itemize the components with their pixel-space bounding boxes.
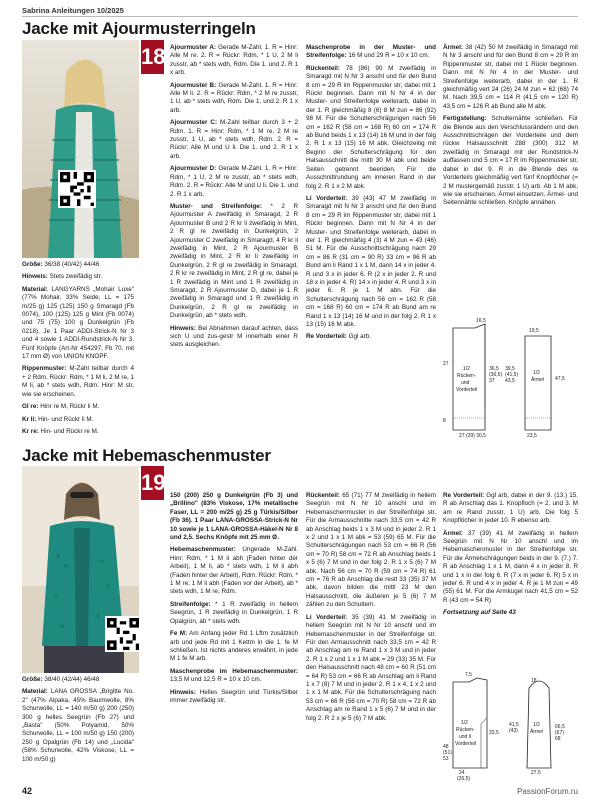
watermark: PassionForum.ru xyxy=(517,787,578,796)
svg-text:(67): (67) xyxy=(555,730,564,736)
paragraph: Muster- und Streifenfolge: * 2 R Ajourmuster A zweifädig in Smaragd, 2 R Ajourmuster B und 2 R kr li zweifädig in Mint, 2 R gl re zweifädig in Dunkelgrün, 2 Ajourmuster C zweifädig in Smaragd, 4 R kr li zweifädig in Mint, 2 R Ajourmuster B zweifädig in Mint, 2 R kr li zweifädig in Dunkelgrün, 2 R gl re zweifädig in Smaragd, 2 R kr re zweifädig in Mint, 2 R gl re, dabei je 1 R zweifädig in Mint und 1 R zweifädig in Smaragd, 2 R Ajourmuster D, dabei je 1 R zweifädig in Smaragd und 1 R zweifädig in Dunkelgrün, 2 R gl re zweifädig in Dunkelgrün, ab * stets wdh. xyxy=(170,202,298,320)
section-19-title: Jacke mit Hebemaschenmuster xyxy=(22,446,271,465)
svg-text:Vorderteil: Vorderteil xyxy=(455,741,477,747)
paragraph: Streifenfolge: * 1 R zweifädig in hellem Seegrün, 1 R zweifädig in Dunkelgrün, 1 R Opalgrün, ab * stets wdh. xyxy=(170,600,298,625)
paragraph: Fe M: Am Anfang jeder Rd 1 Lftm zusätzlich arb und jede Rd mit 1 Kettm in die 1. fe M schließen. Ist nichts anderes erwähnt, in jede M 1 fe M arb. xyxy=(170,630,298,663)
paragraph: Rückenteil: 65 (71) 77 M zweifädig in hellem Seegrün mit N Nr 10 anschl und im Hebemaschenmuster in der Streifenfolge str. Für die Armausschnitte nach 33,5 cm = 42 R ab Anschlag beids 1 x 3 M und in jeder 2. R 1 x 2 und 1 x 1 M abk = 53 (59) 65 M. Für die Schulterschrägungen nach 53 cm = 66 R (56 cm = 70 R) 58 cm = 72 R ab Anschlag beids 1 x 5 (6) 7 M und in der folg 2. R 1 x 5 (6) 7 M abk. Nach 56 cm = 70 R (59 cm = 74 R) 61 cm = 76 R ab Anschlag die restl 33 (35) 37 M abk, davon bilden die mittl 23 M den Halsausschnitt, die äußeren je 5 (6) 7 M zählen zu den Schultern. xyxy=(306,492,436,609)
paragraph: Kr li: Hin- und Rückr li M. xyxy=(22,415,94,423)
svg-text:43,5: 43,5 xyxy=(505,378,515,384)
svg-text:23,5: 23,5 xyxy=(527,433,537,439)
paragraph: Re Vorderteil: Ggl arb. xyxy=(306,333,371,341)
page-number: 42 xyxy=(22,786,33,796)
svg-text:Ärmel: Ärmel xyxy=(531,377,545,383)
paragraph: Material: LANGYARNS „Mohair Luxe" (77% Mohair, 33% Seide, LL = 175 m/25 g) 125 (125) 150 g Smaragd (Fb 0074), 100 (125) 125 g Mint (Fb 0074) und 75 (75) 100 g Dunkelgrün (Fb 0218). Je 1 Paar ADDI-Strick-N Nr 3 und 4 sowie 1 ADDI-Rundstrick-N Nr 3. Fünf Knöpfe (Art-Nr 454297, Fb 70, mit 17 mm Ø) von UNION KNOPF. xyxy=(22,285,134,361)
svg-text:und: und xyxy=(461,380,470,386)
paragraph: Hinweis: Bei Abnahmen darauf achten, dass sich U und zus-gestr M innerhalb einer R stets ausgleichen. xyxy=(170,324,298,349)
continuation-note: Fortsetzung auf Seite 43 xyxy=(443,609,516,617)
model-photo-19 xyxy=(22,466,139,673)
paragraph: Hinweis: Helles Seegrün und Türkis/Silber immer zweifädig str. xyxy=(170,688,298,704)
svg-text:(51): (51) xyxy=(443,750,452,756)
paragraph: Maschenprobe in der Muster- und Streifenfolge: 16 M und 29 R = 10 x 10 cm. xyxy=(306,44,436,60)
svg-text:(43): (43) xyxy=(509,728,518,734)
svg-text:8: 8 xyxy=(443,418,446,424)
svg-text:53: 53 xyxy=(443,756,449,762)
paragraph: Rippenmuster: M-Zahl teilbar durch 4 + 2 Rdm. Rückr: Rdm, * 1 M li, 2 M re, 1 M li, ab * stets wdh, Rdm. Hinr: M str, wie sie erscheinen. xyxy=(22,365,134,398)
svg-text:66,5: 66,5 xyxy=(555,724,565,730)
svg-text:1/2: 1/2 xyxy=(461,720,468,726)
qr-code-19 xyxy=(105,616,141,652)
svg-text:39,5: 39,5 xyxy=(505,366,515,372)
svg-text:und li: und li xyxy=(459,734,471,740)
paragraph: Hebemaschenmuster: Ungerade M-Zahl. Hinr: Rdm, * 1 M li abh (Faden hinter der Arbeit), 1 M li, ab * stets wdh, 1 M li abh (Faden hinter der Arbeit), Rdm. Rückr: Rdm, * 1 M re, 1 M li abh (Faden vor der Arbeit), ab * stets wdh, 1 M re, Rdm. xyxy=(170,546,298,596)
section-18-title: Jacke mit Ajourmusterringeln xyxy=(22,19,256,38)
schematic-label-back: 1/2 xyxy=(463,366,470,372)
paragraph: Rückenteil: 78 (86) 90 M zweifädig in Smaragd mit N Nr 3 anschl und für den Bund 8 cm = 29 R im Rippenmuster str, dabei mit 1 Rückr beginnen. Dann mit N Nr 4 in der Muster- und Streifenfolge weiterarb, dabei in der 1. R gleichmäßig 8 (6) 8 M zun = 86 (92) 98 M. Für die Schulterschrägungen nach 56 cm = 162 R (58 cm = 168 R) 60 cm = 174 R ab Bund beids 1 x 13 (14) 16 M und in der folg 2. R 1 x 13 (15) 16 M abk. Gleichzeitig mit Beginn der Schulterschrägung für den Halsausschnitt die mittl 30 M abk und beide Seiten getrennt beenden. Für die Ausschnittrundung am inneren Rand in der folg 2. R 1 x 2 M abk. xyxy=(306,64,436,190)
model-photo-18 xyxy=(22,40,139,258)
svg-text:(41,5): (41,5) xyxy=(505,372,519,378)
paragraph: Größe: 38/40 (42/44) 46/48 xyxy=(22,676,100,683)
svg-text:19,5: 19,5 xyxy=(529,328,539,334)
svg-text:36,5: 36,5 xyxy=(489,366,499,372)
section-18-col-d xyxy=(443,44,578,304)
paragraph: 150 (200) 250 g Dunkelgrün (Fb 3) und „Brillino" (83% Viskose, 17% metallische Faser, LL = 200 m/25 g) 25 g Türkis/Silber (Fb 36). 1 Paar LANA-GROSSA-Strick-N Nr 10 sowie je 1 LANA-GROSSA-Häkel-N Nr 8 und 2,5. Sechs Knöpfe mit 25 mm Ø. xyxy=(170,492,298,542)
svg-text:Vorderteil: Vorderteil xyxy=(456,387,478,393)
svg-text:7,5: 7,5 xyxy=(465,672,472,678)
section-19-col-c xyxy=(306,492,436,782)
header-divider xyxy=(22,16,578,17)
svg-text:47,5: 47,5 xyxy=(555,376,565,382)
svg-text:33,5: 33,5 xyxy=(489,730,499,736)
svg-text:Rücken-: Rücken- xyxy=(456,727,475,733)
schematic-19 xyxy=(443,668,578,782)
paragraph: Ajourmuster B: Gerade M-Zahl. 1. R = Hinr: Alle M li. 2. R = Rückr: Rdm, * 2 M re zusstr, 1 U, ab * stets wdh, Rdm. Die 1. und 2. R 1 x arb. xyxy=(170,81,298,114)
section-18-col-c xyxy=(306,44,436,432)
section-19-col-a xyxy=(22,676,134,784)
svg-text:27: 27 xyxy=(443,361,449,367)
schematic-18 xyxy=(443,310,578,440)
svg-text:(36,5): (36,5) xyxy=(489,372,503,378)
paragraph: Li Vorderteil: 39 (43) 47 M zweifädig in Smaragd mit N Nr 3 anschl und für den Bund 8 cm = 29 R im Rippenmuster str, dabei mit 1 Rückr beginnen. Dann mit N Nr 4 in der Muster- und Streifenfolge weiterarb, dabei in der 1. R gleichmäßig 4 (3) 4 M zun = 43 (46) 51 M. Für die Ausschnittschrägung nach 29 cm = 86 R (31 cm = 90 R) 33 cm = 96 R ab Bund am li Rand 1 x 1 M, dann 14 x in jeder 4. R und 3 x in jeder 6. R (2 x in jeder 2. R und 18 x in jeder 4. R) 14 x in jeder 4. R und 3 x in jeder 6. R je 1 M abn. Für die Schulterschrägung nach 56 cm = 162 R (58 cm = 168 R) 60 cm = 174 R ab Bund am re Rand 1 x 13 (14) 16 M und in der folg 2. R 1 x 13 (15) 16 M abk. xyxy=(306,194,437,328)
section-19-badge: 19 xyxy=(141,466,164,500)
svg-text:1/2: 1/2 xyxy=(533,722,540,728)
paragraph: Ajourmuster C: M-Zahl teilbar durch 3 + 2 Rdm. 1. R = Hinr: Rdm, * 1 M re, 2 M re zusstr, 1 U, ab * stets wdh, Rdm. 2. R = Rückr: Alle M und U li. Die 1. und 2. R 1 x arb. xyxy=(170,119,298,160)
paragraph: Hinweis: Stets zweifädig str. xyxy=(22,273,103,281)
page-header: Sabrina Anleitungen 10/2025 xyxy=(22,6,124,15)
svg-text:27,5: 27,5 xyxy=(531,770,541,776)
svg-text:48: 48 xyxy=(443,744,449,750)
qr-code-18 xyxy=(58,170,96,208)
paragraph: Ärmel: 37 (39) 41 M zweifädig in hellem Seegrün mit N Nr 10 anschl und im Hebemaschenmuster in der Streifenfolge str. Für die Ärmelschrägungen beids in der 9. (7.) 7. R ab Anschlag 1 x 1 M, dann 4 x in jeder 8. R und 1 x in der folg 6. R (7 x in jeder 6. R) 5 x in jeder 6. R und 4 x in jeder 4. R je 1 M zun = 49 (55) 61 M. Für die Armkugel nach 41,5 cm = 52 R (43 cm = 54 R) xyxy=(443,529,578,604)
svg-text:16,5: 16,5 xyxy=(476,318,486,324)
paragraph: Li Vorderteil: 35 (39) 41 M zweifädig in hellem Seegrün mit N Nr 10 anschl und im Hebemaschenmuster in der Streifenfolge str. Für den Armausschnitt nach 33,5 cm = 42 R ab Anschlag am re Rand 1 x 3 M und in jeder 2. R 1 x 2 und 1 x 1 M abk = 29 (33) 35 M. Für den Halsausschnitt nach 48 cm = 60 R (51 cm = 64 R) 53 cm = 66 R ab Anschlag am li Rand 1 x 7 (8) 7 M und in jeder 2. R 1 x 4, 1 x 2 und 1 x 1 M abk. Für die Schulterschrägung nach 53 cm = 66 R (56 cm = 70 R) 58 cm = 72 R ab Anschlag am re Rand 1 x 5 (6) 7 M und in der folg 2. R 2 x je 5 (6) 7 M abk. xyxy=(306,613,437,722)
schematic-label-sleeve: 1/2 xyxy=(533,370,540,376)
paragraph: Größe: 36/38 (40/42) 44/46 xyxy=(22,261,100,268)
paragraph: Material: LANA GROSSA „Brigitte No. 2" (47% Alpaka, 45% Baumwolle, 8% Schurwolle, LL = 140 m/50 g) 200 (250) 300 g helles Seegrün (Fb 27) und „Basta" (50% Polyamid, 50% Schurwolle, LL = 100 m/50 g) 150 (200) 250 g Opalgrün (Fb 14) und „Lucida" (58% Schurwolle, 42% Viskose, LL = 100 m/50 g) xyxy=(22,688,134,763)
svg-text:18: 18 xyxy=(531,678,537,684)
svg-text:24: 24 xyxy=(459,770,465,776)
section-19-col-b xyxy=(170,492,298,782)
paragraph: Fertigstellung: Schulternähte schließen. Für die Blende aus den Verschlussrändern und den Ausschnittschrägen der Vorderteile und dem rückw Halsausschnitt 288 (300) 312 M zweifädig in Smaragd mit der Rundstrick-N auffassen und 5 cm = 17 R im Rippenmuster str, dabei in der 9. R in die Blende des re Vorderteils gleichmäßig vert fünf Knopflöcher (= 2 M mustergemäß zusstr, 1 U) arb. Ab 1 M abk, wie sie erscheinen. Ärmel einsetzen. Ärmel- und Seitennähte schließen. Knöpfe annähen. xyxy=(443,115,578,207)
section-19-col-d xyxy=(443,492,578,667)
paragraph: Ajourmuster D: Gerade M-Zahl. 1. R = Hinr: Rdm, * 1 U, 2 M re zusstr, ab * stets wdh, Rdm. 2. R = Rückr: Alle M und U li. Die 1. und 2. R 1 x arb. xyxy=(170,165,298,198)
svg-text:Rücken-: Rücken- xyxy=(457,373,476,379)
paragraph: Ajourmuster A: Gerade M-Zahl. 1. R = Hinr: Alle M re. 2. R = Rückr: Rdm, * 1 U, 2 M li zusstr, ab * stets wdh, Rdm. Die 1. und 2. R 1 x arb. xyxy=(170,44,298,77)
paragraph: Ärmel: 38 (42) 50 M zweifädig in Smaragd mit N Nr 3 anschl und für den Bund 8 cm = 29 R im Rippenmuster str, dabei mit 1 Rückr beginnen. Dann mit N Nr 4 in der Muster- und Streifenfolge weiterarb, dabei in der 1. R gleichmäßig vert 24 (26) 24 M zun = 62 (68) 74 M. Nach 39,5 cm = 114 R (41,5 cm = 120 R) 43,5 cm = 126 R ab Bund alle M abk. xyxy=(443,44,578,110)
section-18-col-a xyxy=(22,261,134,435)
paragraph: Maschenprobe im Hebemaschenmuster: 13,5 M und 12,5 R = 10 x 10 cm. xyxy=(170,667,298,684)
svg-text:Ärmel: Ärmel xyxy=(530,729,544,735)
paragraph: Kr re: Hin- und Rückr re M. xyxy=(22,427,99,435)
section-18-badge: 18 xyxy=(141,40,164,74)
svg-text:68: 68 xyxy=(555,736,561,742)
paragraph: Gl re: Hinr re M, Rückr li M. xyxy=(22,403,100,411)
svg-text:27 (29) 30,5: 27 (29) 30,5 xyxy=(459,433,486,439)
paragraph: Re Vorderteil: Ggl arb, dabei in der 9. (13.) 15. R ab Anschlag das 1. Knopfloch (= 2. und 3. M am re Rand zusstr, 1 U) arb. Die folg 5 Knopflöcher in jeder 10. R ebenso arb. xyxy=(443,492,578,525)
svg-text:(26,5): (26,5) xyxy=(457,776,471,782)
section-18-col-b xyxy=(170,44,298,432)
svg-text:37: 37 xyxy=(489,378,495,384)
svg-text:41,5: 41,5 xyxy=(509,722,519,728)
